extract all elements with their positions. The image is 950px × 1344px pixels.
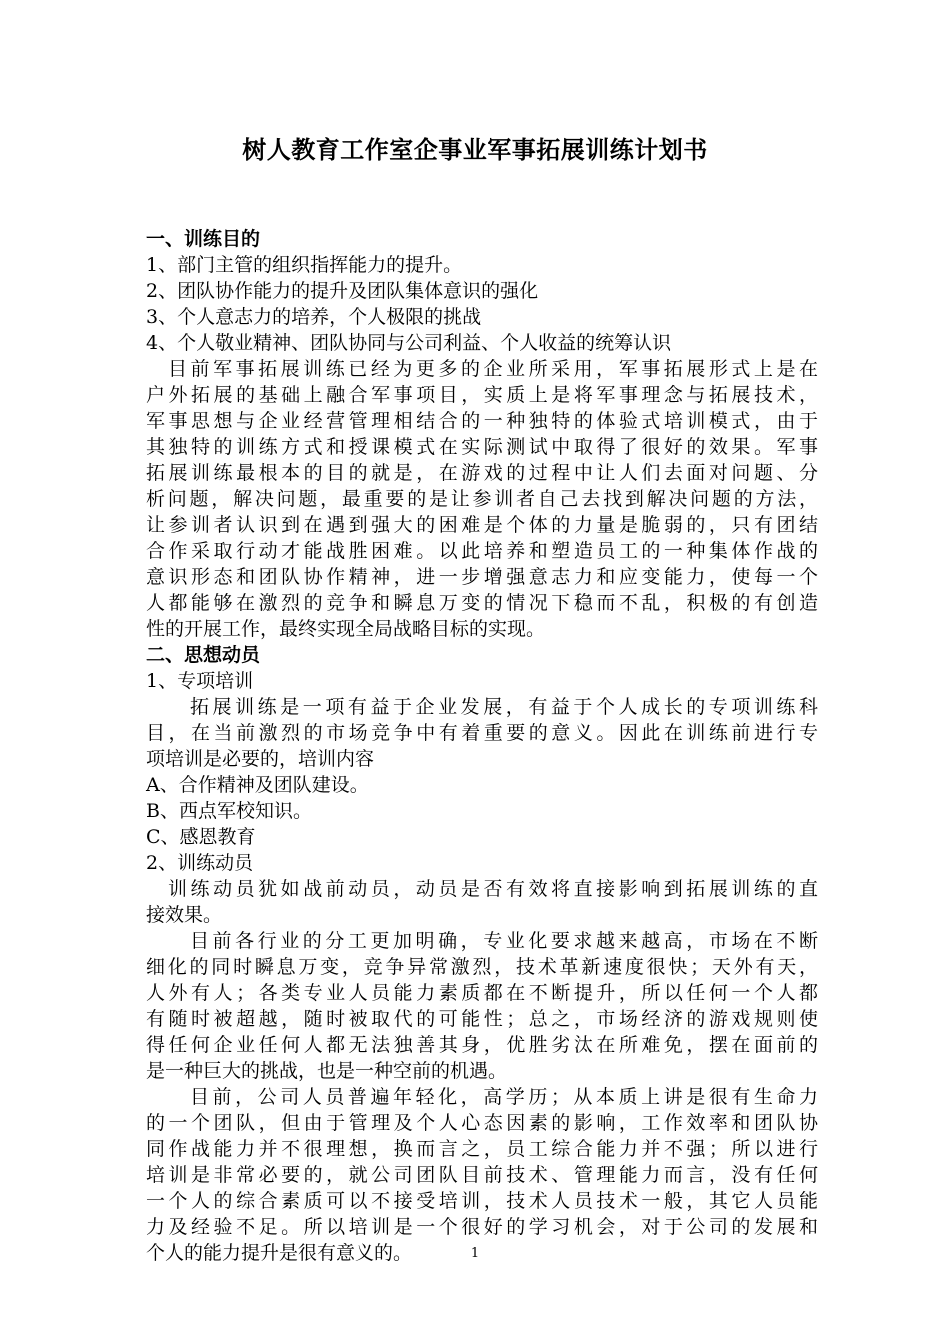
section-heading-mobilization: 二、思想动员 (146, 644, 261, 666)
paragraph-line: 的一个团队，但由于管理及个人心态因素的影响，工作效率和团队协 (146, 1112, 818, 1134)
paragraph-line: 军事思想与企业经营管理相结合的一种独特的体验式培训模式，由于 (146, 410, 818, 432)
page-title: 树人教育工作室企事业军事拓展训练计划书 (242, 136, 708, 164)
paragraph-line: 有随时被超越，随时被取代的可能性；总之，市场经济的游戏规则使 (146, 1008, 818, 1030)
paragraph-line: 让参训者认识到在遇到强大的困难是个体的力量是脆弱的，只有团结 (146, 514, 818, 536)
list-item: 4、个人敬业精神、团队协同与公司利益、个人收益的统筹认识 (146, 332, 672, 354)
paragraph-line: 目，在当前激烈的市场竞争中有着重要的意义。因此在训练前进行专 (146, 722, 818, 744)
paragraph-line: 其独特的训练方式和授课模式在实际测试中取得了很好的效果。军事 (146, 436, 818, 458)
paragraph-line: 个人的能力提升是很有意义的。 (146, 1242, 413, 1264)
paragraph-line: 拓展训练是一项有益于企业发展，有益于个人成长的专项训练科 (190, 696, 818, 718)
list-item: B、西点军校知识。 (146, 800, 312, 822)
paragraph-line: 培训是非常必要的，就公司团队目前技术、管理能力而言，没有任何 (146, 1164, 818, 1186)
paragraph-line: 目前，公司人员普遍年轻化，高学历；从本质上讲是很有生命力 (190, 1086, 818, 1108)
paragraph-line: 性的开展工作，最终实现全局战略目标的实现。 (146, 618, 546, 640)
paragraph-line: 目前军事拓展训练已经为更多的企业所采用，军事拓展形式上是在 (168, 358, 818, 380)
paragraph-line: 细化的同时瞬息万变，竞争异常激烈，技术革新速度很快；天外有天， (146, 956, 818, 978)
paragraph-line: 力及经验不足。所以培训是一个很好的学习机会，对于公司的发展和 (146, 1216, 818, 1238)
list-item: 2、团队协作能力的提升及团队集体意识的强化 (146, 280, 539, 302)
paragraph-line: 目前各行业的分工更加明确，专业化要求越来越高，市场在不断 (190, 930, 818, 952)
paragraph-line: 拓展训练最根本的目的就是，在游戏的过程中让人们去面对问题、分 (146, 462, 818, 484)
subsection-label: 2、训练动员 (146, 852, 254, 874)
list-item: C、感恩教育 (146, 826, 256, 848)
paragraph-line: 合作采取行动才能战胜困难。以此培养和塑造员工的一种集体作战的 (146, 540, 818, 562)
list-item: A、合作精神及团队建设。 (146, 774, 369, 796)
paragraph-line: 接效果。 (146, 904, 223, 926)
page-number: 1 (470, 1246, 480, 1261)
paragraph-line: 项培训是必要的，培训内容 (146, 748, 375, 770)
subsection-label: 1、专项培训 (146, 670, 254, 692)
list-item: 3、个人意志力的培养，个人极限的挑战 (146, 306, 482, 328)
paragraph-line: 同作战能力并不很理想，换而言之，员工综合能力并不强；所以进行 (146, 1138, 818, 1160)
paragraph-line: 户外拓展的基础上融合军事项目，实质上是将军事理念与拓展技术， (146, 384, 818, 406)
paragraph-line: 是一种巨大的挑战，也是一种空前的机遇。 (146, 1060, 508, 1082)
paragraph-line: 训练动员犹如战前动员，动员是否有效将直接影响到拓展训练的直 (168, 878, 818, 900)
paragraph-line: 得任何企业任何人都无法独善其身，优胜劣汰在所难免，摆在面前的 (146, 1034, 818, 1056)
list-item: 1、部门主管的组织指挥能力的提升。 (146, 254, 463, 276)
document-body (146, 226, 818, 1266)
paragraph-line: 一个人的综合素质可以不接受培训，技术人员技术一般，其它人员能 (146, 1190, 818, 1212)
paragraph-line: 意识形态和团队协作精神，进一步增强意志力和应变能力，使每一个 (146, 566, 818, 588)
paragraph-line: 人都能够在激烈的竞争和瞬息万变的情况下稳而不乱，积极的有创造 (146, 592, 818, 614)
paragraph-line: 析问题，解决问题，最重要的是让参训者自己去找到解决问题的方法， (146, 488, 818, 510)
section-heading-purpose: 一、训练目的 (146, 228, 261, 250)
paragraph-line: 人外有人；各类专业人员能力素质都在不断提升，所以任何一个人都 (146, 982, 818, 1004)
